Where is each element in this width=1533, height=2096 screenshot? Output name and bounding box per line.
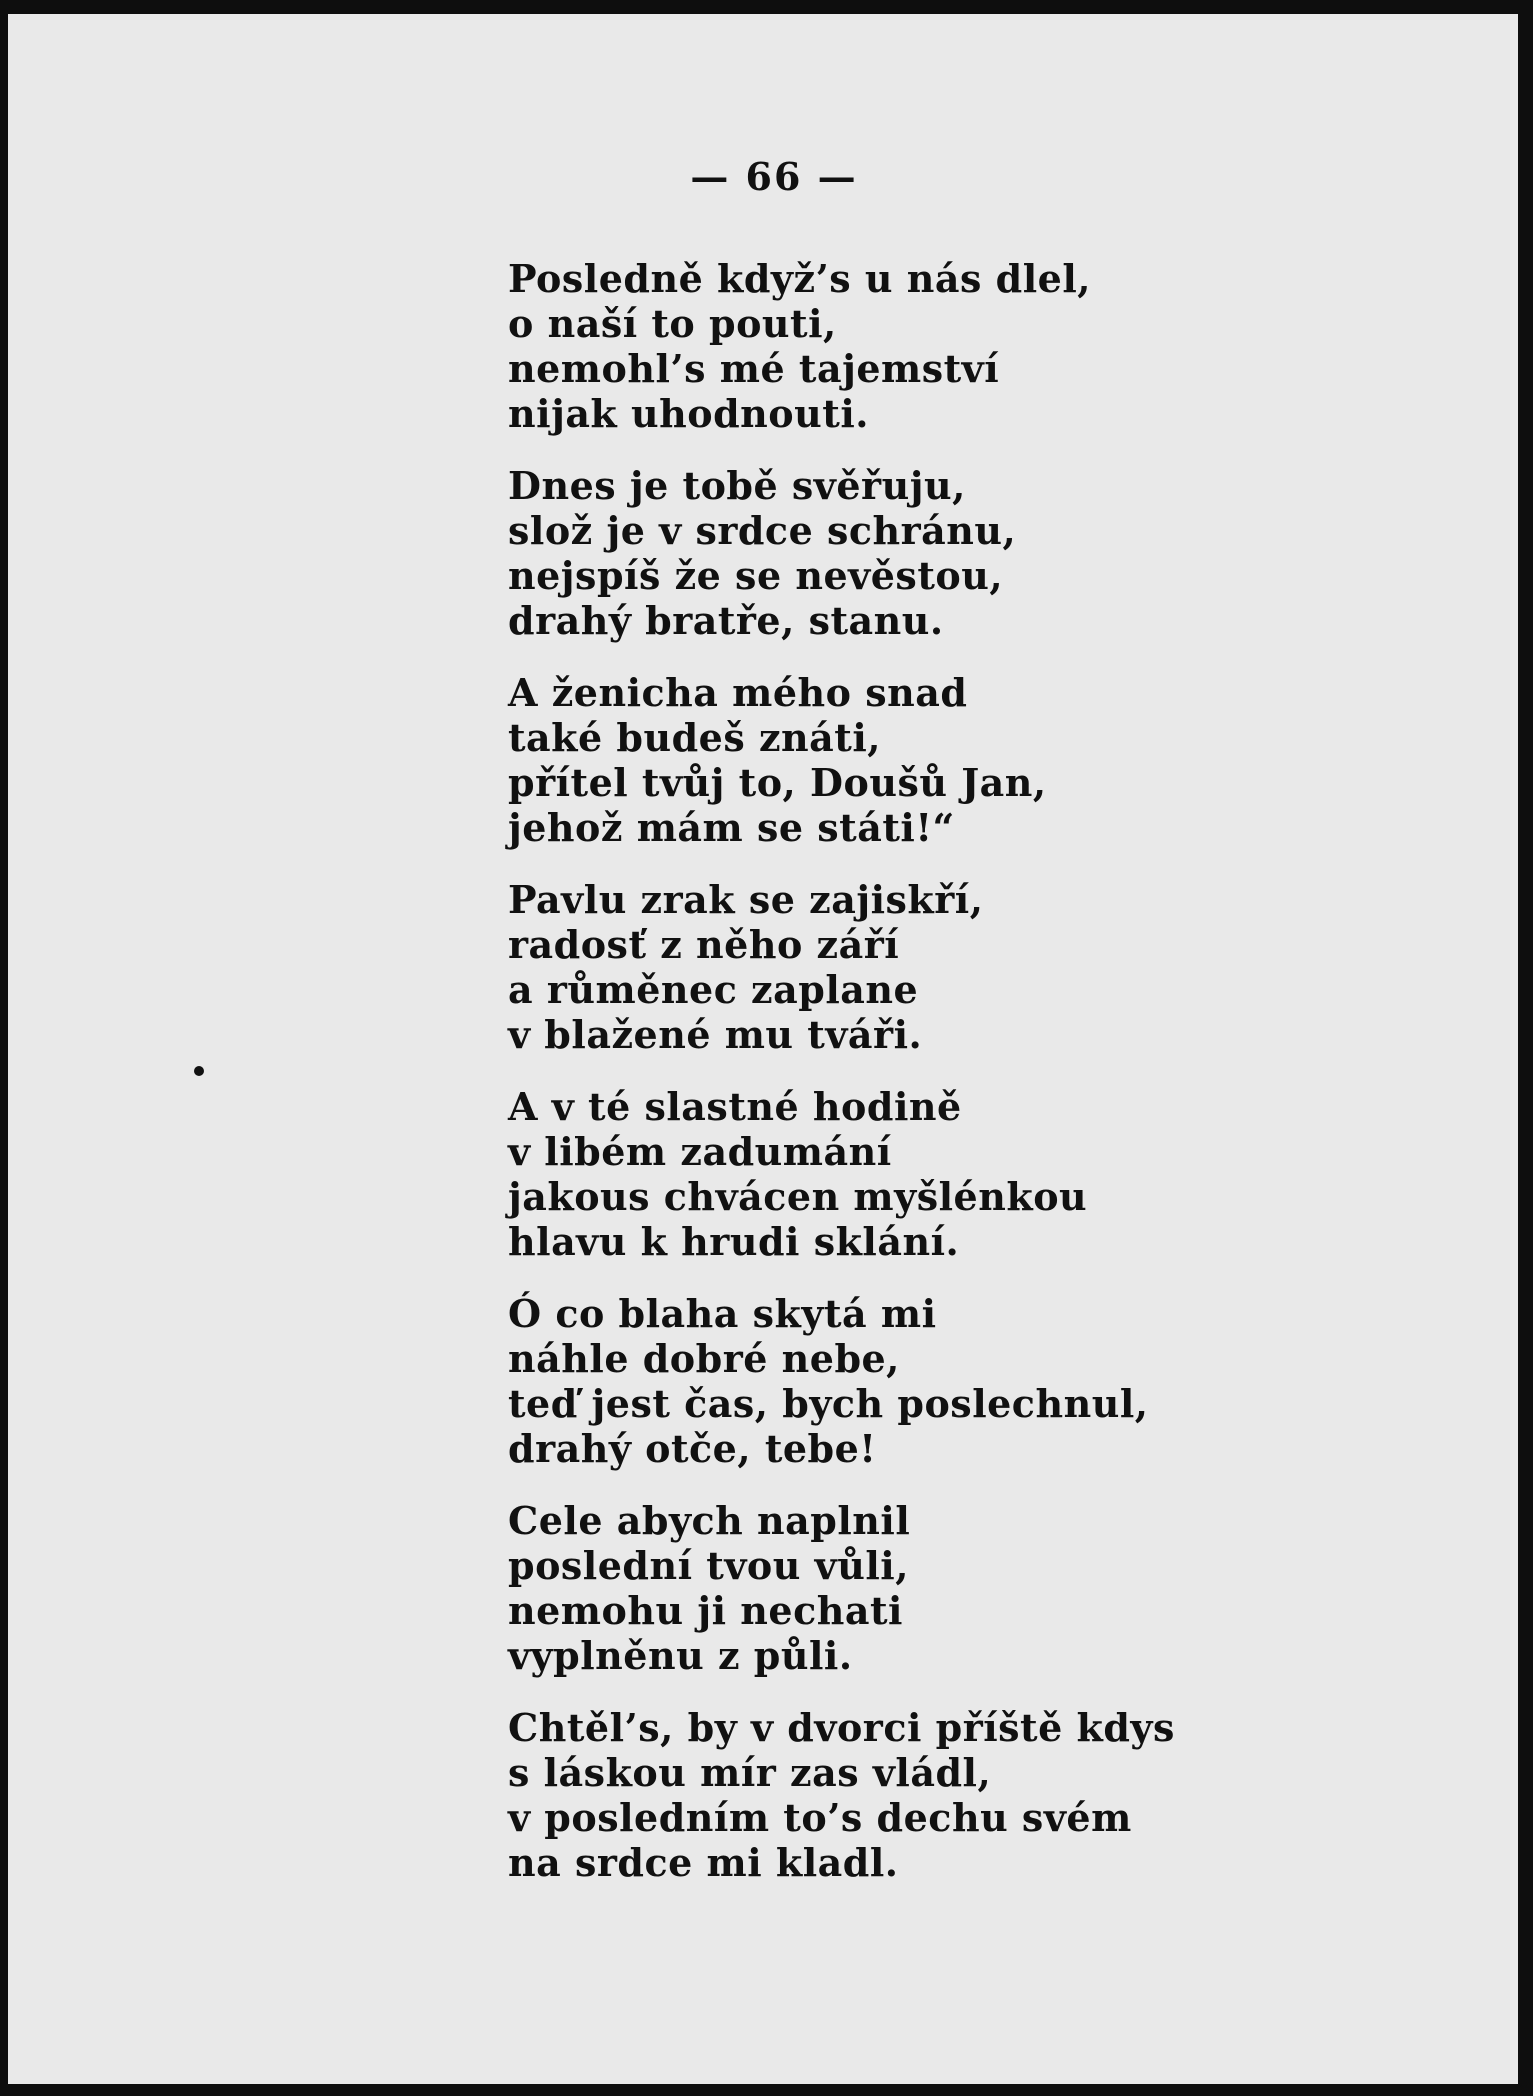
verse-line: radosť z něho září: [508, 922, 900, 967]
stanza-6: [508, 1291, 1168, 1471]
poem: [508, 256, 1175, 1912]
verse-line: nejspíš že se nevěstou,: [508, 553, 1004, 598]
stanza-3: [508, 670, 1168, 850]
verse-line: nemohl’s mé tajemství: [508, 346, 1000, 391]
verse-line: slož je v srdce schránu,: [508, 508, 1017, 553]
verse-line: v libém zadumání: [508, 1129, 892, 1174]
stanza-2: [508, 463, 1168, 643]
verse-line: Chtěl’s, by v dvorci příště kdys: [508, 1705, 1175, 1750]
verse-line: Ó co blaha skytá mi: [508, 1291, 937, 1336]
stanza-8: [508, 1705, 1175, 1885]
verse-line: Dnes je tobě svěřuju,: [508, 463, 966, 508]
verse-line: poslední tvou vůli,: [508, 1543, 909, 1588]
verse-line: nemohu ji nechati: [508, 1588, 903, 1633]
verse-line: v posledním to’s dechu svém: [508, 1795, 1132, 1840]
verse-line: Posledně když’s u nás dlel,: [508, 256, 1091, 301]
verse-line: Pavlu zrak se zajiskří,: [508, 877, 984, 922]
verse-line: také budeš znáti,: [508, 715, 882, 760]
ink-speck: [194, 1066, 204, 1076]
book-page: [8, 14, 1518, 2084]
verse-line: o naší to pouti,: [508, 301, 837, 346]
verse-line: jakous chvácen myšlénkou: [508, 1174, 1088, 1219]
verse-line: drahý otče, tebe!: [508, 1426, 877, 1471]
verse-line: A ženicha mého snad: [508, 670, 968, 715]
verse-line: v blažené mu tváři.: [508, 1012, 923, 1057]
verse-line: s láskou mír zas vládl,: [508, 1750, 992, 1795]
verse-line: hlavu k hrudi sklání.: [508, 1219, 960, 1264]
stanza-1: [508, 256, 1168, 436]
verse-line: vyplněnu z půli.: [508, 1633, 853, 1678]
stanza-7: [508, 1498, 1168, 1678]
verse-line: nijak uhodnouti.: [508, 391, 869, 436]
stanza-5: [508, 1084, 1168, 1264]
stanza-4: [508, 877, 1168, 1057]
verse-line: a růměnec zaplane: [508, 967, 919, 1012]
verse-line: drahý bratře, stanu.: [508, 598, 944, 643]
verse-line: přítel tvůj to, Doušů Jan,: [508, 760, 1047, 805]
page-number: — 66 —: [690, 154, 858, 199]
verse-line: náhle dobré nebe,: [508, 1336, 900, 1381]
verse-line: na srdce mi kladl.: [508, 1840, 899, 1885]
verse-line: Cele abych naplnil: [508, 1498, 911, 1543]
verse-line: teď jest čas, bych poslechnul,: [508, 1381, 1149, 1426]
verse-line: jehož mám se státi!“: [508, 805, 955, 850]
verse-line: A v té slastné hodině: [508, 1084, 962, 1129]
